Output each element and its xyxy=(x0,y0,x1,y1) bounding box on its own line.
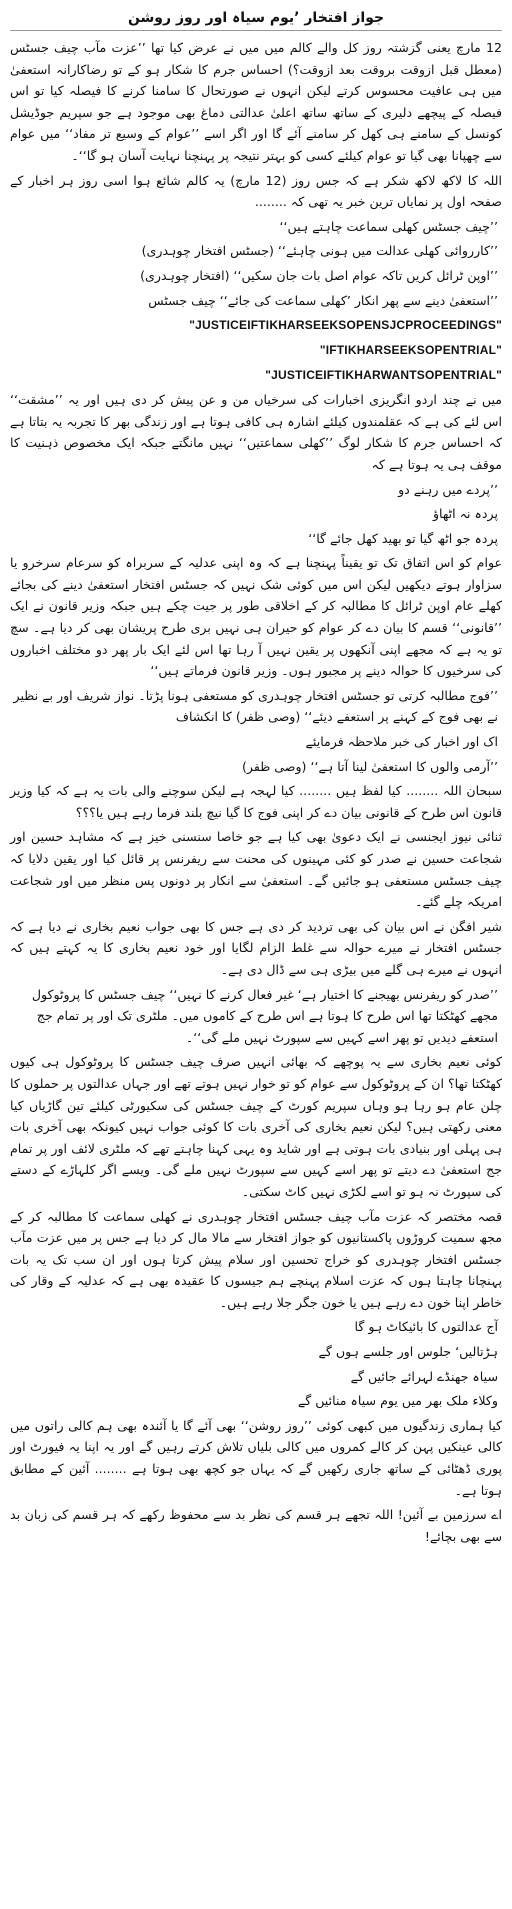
quoted-line: ’’فوج مطالبہ کرتی تو جسٹس افتخار چوہدری کو مستعفی ہونا پڑتا۔ نواز شریف اور بے نظیر نے بھی فوج کے کہنے پر استعفے دیئے‘‘ (وصی ظفر) کا انکشاف xyxy=(13,687,498,725)
quoted-line: پردہ نہ اٹھاؤ xyxy=(432,506,498,522)
quoted-line: آج عدالتوں کا بائیکاٹ ہو گا xyxy=(354,1319,498,1335)
quoted-line: پردہ جو اٹھ گیا تو بھید کھل جائے گا‘‘ xyxy=(308,530,498,546)
quoted-line: ’’اوپن ٹرائل کریں تاکہ عوام اصل بات جان سکیں‘‘ (افتخار چوہدری) xyxy=(140,267,498,283)
english-headline: "JUSTICEIFTIKHARWANTSOPENTRIAL" xyxy=(265,368,502,383)
body-paragraph: 12 مارچ یعنی گزشتہ روز کل والے کالم میں میں نے عرض کیا تھا ’’عزت مآب چیف جسٹس (معطل قبل ازوقت بروقت بعد ازوقت؟) احساس جرم کا شکار ہو کے تو رضاکارانہ استعفیٰ میں ہی عافیت محسوس کرتے لیکن انہوں نے صورتحال کا سامنا کرنے کا فیصلہ کیا تو اس فیصلہ کے پیچھے دلیری کے ساتھ ساتھ اعلیٰ عدالتی دماغ بھی موجود ہے جو سپریم جوڈیشل کونسل کے سامنے ہی کھل کر سامنے آئے گا اور اگر اسے ’’عوام کے وسیع تر مفاد‘‘ میں عوام سے چھپانا بھی گیا تو عوام کیلئے کسی کو بہتر نتیجہ پر پہنچنا نہایت آسان ہو گا‘‘۔ xyxy=(10,40,502,163)
quoted-line: سیاہ جھنڈے لہرائے جائیں گے xyxy=(350,1368,498,1384)
quoted-line: ’’کارروائی کھلی عدالت میں ہونی چاہئے‘‘ (جسٹس افتخار چوہدری) xyxy=(141,243,498,259)
quoted-line: ’’صدر کو ریفرنس بھیجنے کا اختیار ہے‘ غیر فعال کرنے کا نہیں‘‘ چیف جسٹس کا پروٹوکول مجھے کھٹکتا تھا اس طرح کا ہوتا ہے اس طرح کے کاموں میں۔ ملٹری تک اور پر تمام جج استعفے دیدیں تو پھر اسے کہیں سے سپورٹ نہیں ملے گی‘‘۔ xyxy=(31,986,498,1045)
body-paragraph: سبحان اللہ ........ کیا لفظ ہیں ........ کیا لہجہ ہے لیکن سوچنے والی بات یہ ہے کہ کیا وزیر قانون اس طرح کے قانونی بیان دے کر اپنی فوج کا گیا نیچ بلند فرما رہے ہیں یا؟؟؟ xyxy=(10,783,502,820)
quoted-line: وکلاء ملک بھر میں یوم سیاہ منائیں گے xyxy=(297,1393,498,1409)
quoted-line: ہڑتالیں‘ جلوس اور جلسے ہوں گے xyxy=(318,1344,498,1360)
body-paragraph: شیر افگن نے اس بیان کی بھی تردید کر دی ہے جس کا بھی جواب نعیم بخاری نے دیا ہے کہ جسٹس افتخار نے میرے حوالہ سے غلط الزام لگایا اور خود نعیم بخاری کا یہ کہتے ہیں کہ انہوں نے میرے ہی گلے میں بیڑی ہی سے ڈال دی ہے۔ xyxy=(10,918,502,977)
english-headline: "JUSTICEIFTIKHARSEEKSOPENSJCPROCEEDINGS" xyxy=(189,318,502,333)
body-paragraph: میں نے چند اردو انگریزی اخبارات کی سرخیاں من و عن پیش کر دی ہیں اور یہ ’’مشقت‘‘ اس لئے کی ہے کہ عقلمندوں کیلئے اشارہ ہی کافی ہوتا ہے اور زندگی بھر کا تجربہ یہ بتاتا ہے کہ احساس جرم کا شکار لوگ ’’کھلی سماعتیں‘‘ نہیں مانگتے جبکہ ایک مخصوص ذہنیت کا موقف ہی یہ ہوتا ہے کہ xyxy=(10,392,502,472)
english-headline: "IFTIKHARSEEKSOPENTRIAL" xyxy=(319,343,502,358)
body-paragraph: کوئی نعیم بخاری سے یہ پوچھے کہ بھائی انہیں صرف چیف جسٹس کا پروٹوکول ہی کیوں کھٹکتا تھا؟ ان کے پروٹوکول سے عوام کو تو خوار نہیں ہوتے تھے اور جہاں عدالتوں پر حملوں کا چلن عام ہو رہا ہو وہاں سپریم کورٹ کے چیف جسٹس کی سکیورٹی کیلئے تین گاڑیاں کیا معنی رکھتی ہیں؟ لیکن نعیم بخاری کی آخری بات کا کوئی جواب نہیں کیونکہ بھی آخری بات ہی پہلی اور بنیادی بات ہوتی ہے اور شاید وہ یہی کہنا چاہتے تھے کہ ملٹری لائف اور پر تمام جج استعفیٰ دے دیتے تو پھر اسے کہیں سے سپورٹ نہیں ملے گی۔ ویسے اگر کلہاڑے کے دستے کی سپورٹ نہ ہو تو اسے لکڑی نہیں کاٹ سکتی۔ xyxy=(10,1054,502,1199)
column-body xyxy=(10,37,502,1547)
quoted-line: ’’پردے میں رہنے دو xyxy=(398,481,498,497)
quoted-line: ’’استعفیٰ دینے سے پھر انکار ’کھلی سماعت کی جائے‘‘ چیف جسٹس xyxy=(148,292,498,308)
quoted-line: اک اور اخبار کی خبر ملاحظہ فرمایئے xyxy=(305,734,498,750)
body-paragraph: کیا ہماری زندگیوں میں کبھی کوئی ’’روز روشن‘‘ بھی آئے گا یا آئندہ بھی ہم کالی راتوں میں کالی عینکیں پہن کر کالے کمروں میں کالی بلیاں تلاش کرتے رہیں گے اور یہ اپنا یہ فیورٹ اور پوری ڈھٹائی کے ساتھ جاری رکھیں گے کہ یہاں جو کچھ بھی ہوتا ہے ........ آئین کے مطابق ہوتا ہے۔ xyxy=(10,1417,502,1498)
body-paragraph: قصہ مختصر کہ عزت مآب چیف جسٹس افتخار چوہدری نے کھلی سماعت کا مطالبہ کر کے مجھ سمیت کروڑوں پاکستانیوں کو جواز افتخار سے مالا مال کر دیا ہے جس پر میں عزت مآب جسٹس افتخار چوہدری کو خراج تحسین اور سلام پیش کرتا ہوں اور ان سب تک یہ بات پہنچانا چاہتا ہوں کہ عزت اسلام پہنچے ہم جیسوں کا عقیدہ بھی ہے کہ عدلیہ کے وقار کی خاطر اپنا خون دے رہے ہیں یا خون جگر جلا رہے ہیں۔ xyxy=(10,1208,502,1310)
quoted-line: ’’چیف جسٹس کھلی سماعت چاہتے ہیں‘‘ xyxy=(279,218,498,234)
body-paragraph: عوام کو اس اتفاق تک تو یقیناً پہنچنا ہے کہ وہ اپنی عدلیہ کے سربراہ کو سرعام سرخرو یا سزاوار ہوتے دیکھیں لیکن اس میں کوئی شک نہیں کہ جسٹس افتخار استعفیٰ دینے کی بجائے کھلے عام اوپن ٹرائل کا مطالبہ کر کے اخلاقی طور پر جیت چکے ہیں جبکہ وزیر قانون نے ایک ’’قانونی‘‘ قسم کا بیان دے کر عوام کو حیران ہی نہیں بری طرح پریشان بھی کر دیا ہے۔ سچ تو یہ ہے کہ مجھے اپنی آنکھوں پر یقین نہیں آ رہا تھا اس لئے ایک بار پھر دو مختلف اخباروں کی سرخیوں کا حوالہ دینے پر مجبور ہوں۔ وزیر قانون فرماتے ہیں‘‘ xyxy=(10,555,502,679)
column-title: جواز افتخار ’یوم سیاہ اور روز روشن xyxy=(10,10,502,31)
quoted-line: ’’آرمی والوں کا استعفیٰ لینا آتا ہے‘‘ (وصی ظفر) xyxy=(242,758,498,774)
body-paragraph: اے سرزمین بے آئین! اللہ تجھے ہر قسم کی نظر بد سے محفوظ رکھے کہ ہر قسم کی زبان بد سے بھی بچائے! xyxy=(10,1507,502,1544)
body-paragraph: اللہ کا لاکھ لاکھ شکر ہے کہ جس روز (12 مارچ) یہ کالم شائع ہوا اسی روز ہر اخبار کے صفحہ اول پر نمایاں ترین خبر یہ تھی کہ ........ xyxy=(10,172,502,210)
body-paragraph: ثنائی نیوز ایجنسی نے ایک دعویٰ بھی کیا ہے جو خاصا سنسنی خیز ہے کہ مشاہد حسین اور شجاعت حسین نے صدر کو کئی مہینوں کی محنت سے ریفرنس پر قائل کیا اور یقین دلایا کہ چیف جسٹس مستعفی ہو جائیں گے۔ استعفیٰ سے انکار پر دونوں پس منظر میں اور شجاعت امریکہ چلے گئے۔ xyxy=(10,829,502,910)
